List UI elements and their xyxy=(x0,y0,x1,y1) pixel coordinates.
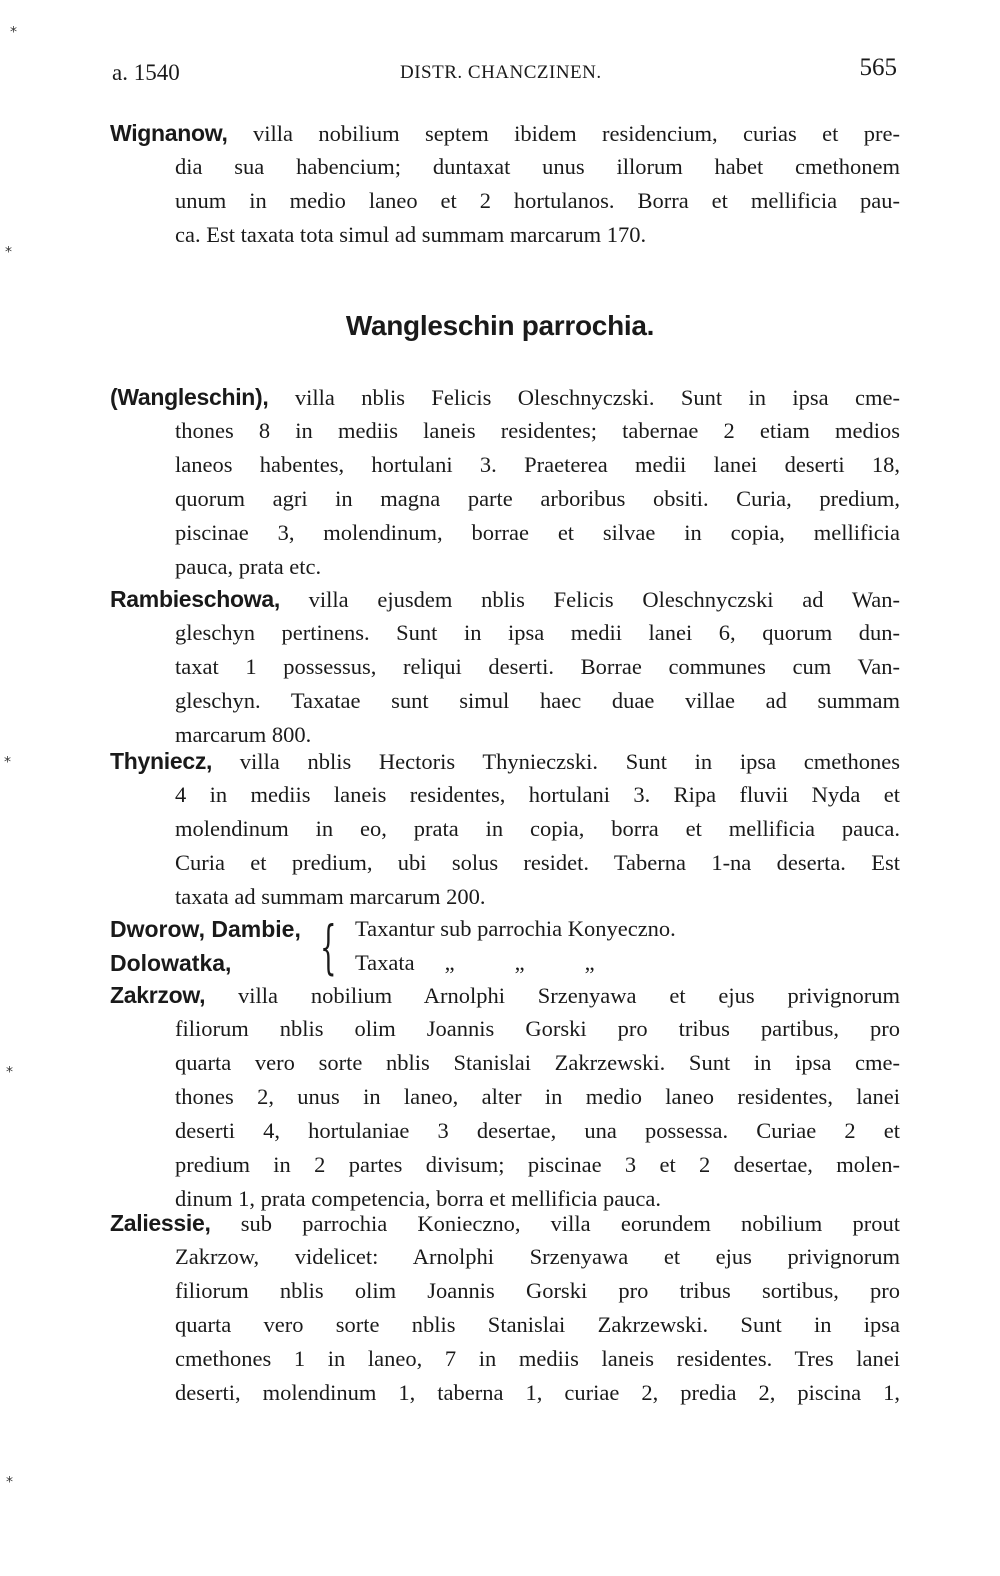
entry-line: ca. Est taxata tota simul ad summam marcarum 170. xyxy=(175,222,647,247)
entry-line: dia sua habencium; duntaxat unus illorum habet cmethonem xyxy=(175,154,900,179)
margin-speck: ⁎ xyxy=(4,750,11,766)
entry-line: molendinum in eo, prata in copia, borra et mellificia pauca. xyxy=(175,816,900,841)
entry-head: Zakrzow, xyxy=(110,982,206,1008)
entry-rambieschowa xyxy=(110,582,900,752)
entry-line: thones 8 in mediis laneis residentes; tabernae 2 etiam medios xyxy=(175,418,900,443)
entry-head: Dworow, Dambie, xyxy=(110,916,301,942)
margin-speck: ⁎ xyxy=(5,240,12,256)
entry-heads xyxy=(110,912,301,980)
entry-wangleschin xyxy=(110,380,900,584)
entry-line: filiorum nblis olim Joannis Gorski pro tribus sortibus, pro xyxy=(175,1278,900,1303)
entry-line: gleschyn. Taxatae sunt simul haec duae villae ad summam xyxy=(175,688,900,713)
entry-head: (Wangleschin), xyxy=(110,384,269,410)
entry-head: Thyniecz, xyxy=(110,748,213,774)
entry-line: 4 in mediis laneis residentes, hortulani 3. Ripa fluvii Nyda et xyxy=(175,782,900,807)
entry-line: deserti, molendinum 1, taberna 1, curiae 2, predia 2, piscina 1, xyxy=(175,1380,900,1405)
entry-line: unum in medio laneo et 2 hortulanos. Borra et mellificia pau- xyxy=(175,188,900,213)
entry-line: marcarum 800. xyxy=(175,722,312,747)
entry-head: Dolowatka, xyxy=(110,950,232,976)
entry-line: deserti 4, hortulaniae 3 desertae, una possessa. Curiae 2 et xyxy=(175,1118,900,1143)
entry-line: villa nobilium septem ibidem residencium, curias et pre- xyxy=(227,121,900,146)
entry-line: pauca, prata etc. xyxy=(175,554,322,579)
brace: { xyxy=(320,913,337,981)
entry-zakrzow xyxy=(110,978,900,1216)
running-head-year: a. 1540 xyxy=(112,60,180,85)
running-head xyxy=(112,54,897,88)
entry-line: thones 2, unus in laneo, alter in medio laneo residentes, lanei xyxy=(175,1084,900,1109)
entry-zaliessie xyxy=(110,1206,900,1410)
entry-line: Curia et predium, ubi solus residet. Taberna 1-na deserta. Est xyxy=(175,850,900,875)
entry-line: villa nblis Felicis Oleschnyczski. Sunt in ipsa cme- xyxy=(268,385,900,410)
entry-line: Taxantur sub parrochia Konyeczno. xyxy=(355,916,676,941)
entry-head: Wignanow, xyxy=(110,120,228,146)
entry-line: quarta vero sorte nblis Stanislai Zakrzewski. Sunt in ipsa xyxy=(175,1312,900,1337)
margin-speck: ⁎ xyxy=(6,1470,13,1486)
entry-line: quarta vero sorte nblis Stanislai Zakrzewski. Sunt in ipsa cme- xyxy=(175,1050,900,1075)
entry-line: piscinae 3, molendinum, borrae et silvae in copia, mellificia xyxy=(175,520,900,545)
ditto-mark: „ xyxy=(444,950,455,975)
entry-line: dinum 1, prata competencia, borra et mellificia pauca. xyxy=(175,1186,662,1211)
entry-line: laneos habentes, hortulani 3. Praeterea medii lanei deserti 18, xyxy=(175,452,900,477)
entry-wignanow xyxy=(110,116,900,252)
entry-line: gleschyn pertinens. Sunt in ipsa medii lanei 6, quorum dun- xyxy=(175,620,900,645)
entry-head: Rambieschowa, xyxy=(110,586,280,612)
ditto-mark: „ xyxy=(514,950,525,975)
entry-line: villa nobilium Arnolphi Srzenyawa et ejus privignorum xyxy=(205,983,900,1008)
margin-speck: ⁎ xyxy=(10,20,17,36)
entry-line: villa nblis Hectoris Thynieczski. Sunt in ipsa cmethones xyxy=(212,749,900,774)
ditto-mark: „ xyxy=(584,950,595,975)
entry-line: sub parrochia Konieczno, villa eorundem nobilium prout xyxy=(210,1211,900,1236)
entry-thyniecz xyxy=(110,744,900,914)
entry-line: quorum agri in magna parte arboribus obsiti. Curia, predium, xyxy=(175,486,900,511)
entry-line: Taxata xyxy=(355,950,415,975)
entry-head: Zaliessie, xyxy=(110,1210,211,1236)
entry-dworow-dambie-dolowatka xyxy=(110,912,810,984)
margin-speck: ⁎ xyxy=(6,1060,13,1076)
entry-line: taxata ad summam marcarum 200. xyxy=(175,884,486,909)
entry-line: filiorum nblis olim Joannis Gorski pro tribus partibus, pro xyxy=(175,1016,900,1041)
entry-texts xyxy=(355,912,676,980)
section-title: Wangleschin parrochia. xyxy=(345,310,655,341)
entry-line: cmethones 1 in laneo, 7 in mediis laneis residentes. Tres lanei xyxy=(175,1346,900,1371)
page-number: 565 xyxy=(859,54,897,81)
running-head-title: DISTR. CHANCZINEN. xyxy=(400,62,602,83)
entry-line: predium in 2 partes divisum; piscinae 3 et 2 desertae, molen- xyxy=(175,1152,900,1177)
entry-line: villa ejusdem nblis Felicis Oleschnyczski ad Wan- xyxy=(279,587,900,612)
entry-line: taxat 1 possessus, reliqui deserti. Borrae communes cum Van- xyxy=(175,654,900,679)
entry-line: Zakrzow, videlicet: Arnolphi Srzenyawa et ejus privignorum xyxy=(175,1244,900,1269)
